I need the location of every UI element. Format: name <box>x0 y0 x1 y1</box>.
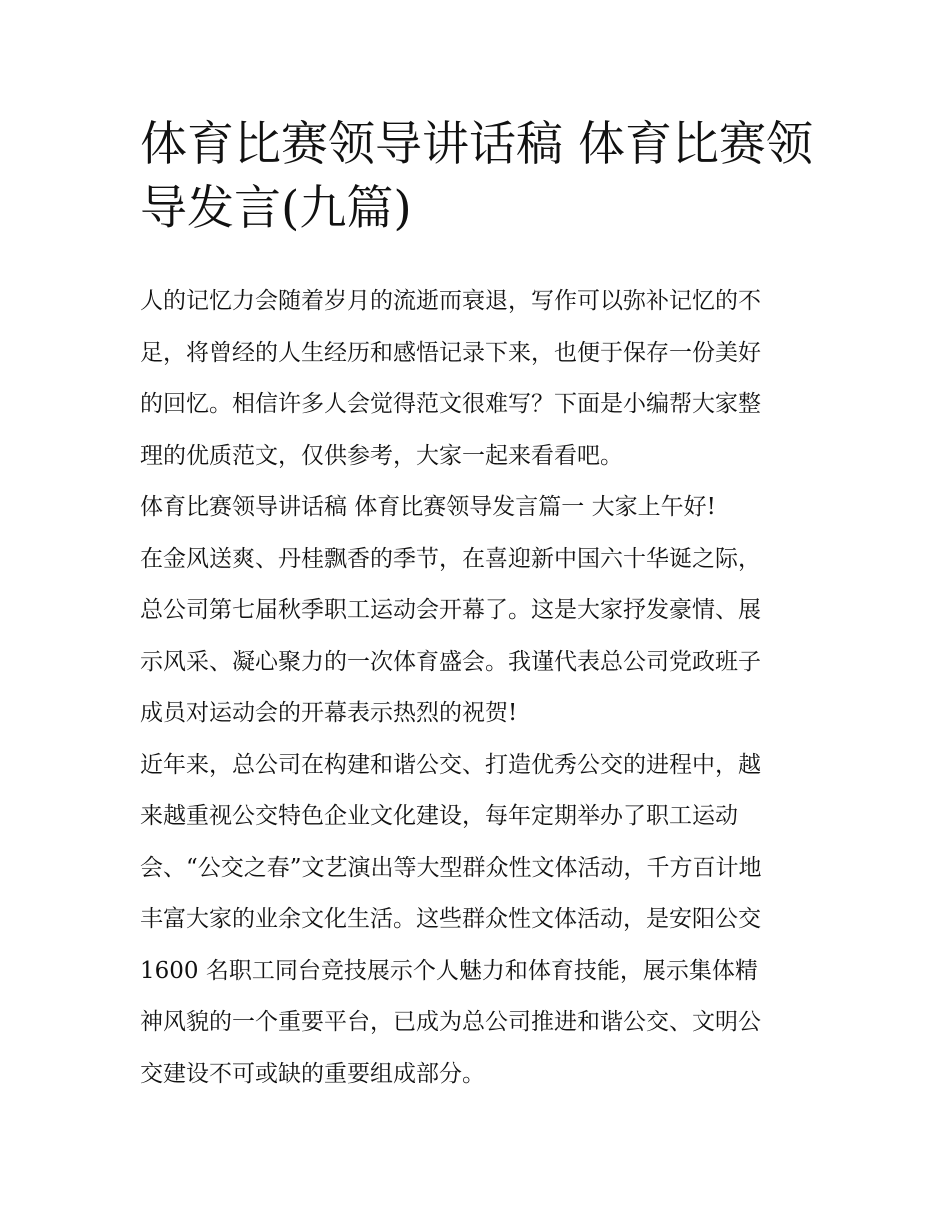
body-line: 来越重视公交特色企业文化建设，每年定期举办了职工运动 <box>140 803 738 829</box>
document-title: 体育比赛领导讲话稿 体育比赛领导发言(九篇) <box>140 117 813 236</box>
body-line: 人的记忆力会随着岁月的流逝而衰退，写作可以弥补记忆的不 <box>140 288 761 314</box>
body-line: 交建设不可或缺的重要组成部分。 <box>140 1060 485 1087</box>
body-line: 丰富大家的业余文化生活。这些群众性文体活动，是安阳公交 <box>140 906 761 932</box>
document-body <box>140 280 830 1104</box>
body-line: 的回忆。相信许多人会觉得范文很难写？下面是小编帮大家整 <box>140 391 761 417</box>
body-line: 理的优质范文，仅供参考，大家一起来看看吧。 <box>140 442 623 469</box>
body-line: 会、“公交之春”文艺演出等大型群众性文体活动，千方百计地 <box>140 854 762 881</box>
body-line: 近年来，总公司在构建和谐公交、打造优秀公交的进程中，越 <box>140 751 761 778</box>
body-line: 在金风送爽、丹桂飘香的季节，在喜迎新中国六十华诞之际， <box>140 545 761 572</box>
section-heading-line: 体育比赛领导讲话稿 体育比赛领导发言篇一 大家上午好! <box>140 494 716 520</box>
body-line: 总公司第七届秋季职工运动会开幕了。这是大家抒发豪情、展 <box>140 597 761 623</box>
body-line: 神风貌的一个重要平台，已成为总公司推进和谐公交、文明公 <box>140 1009 761 1035</box>
body-line: 成员对运动会的开幕表示热烈的祝贺! <box>140 700 518 726</box>
body-line: 足，将曾经的人生经历和感悟记录下来，也便于保存一份美好 <box>140 339 761 366</box>
body-line: 1600 名职工同台竞技展示个人魅力和体育技能，展示集体精 <box>140 957 758 984</box>
body-line: 示风采、凝心聚力的一次体育盛会。我谨代表总公司党政班子 <box>140 648 761 675</box>
